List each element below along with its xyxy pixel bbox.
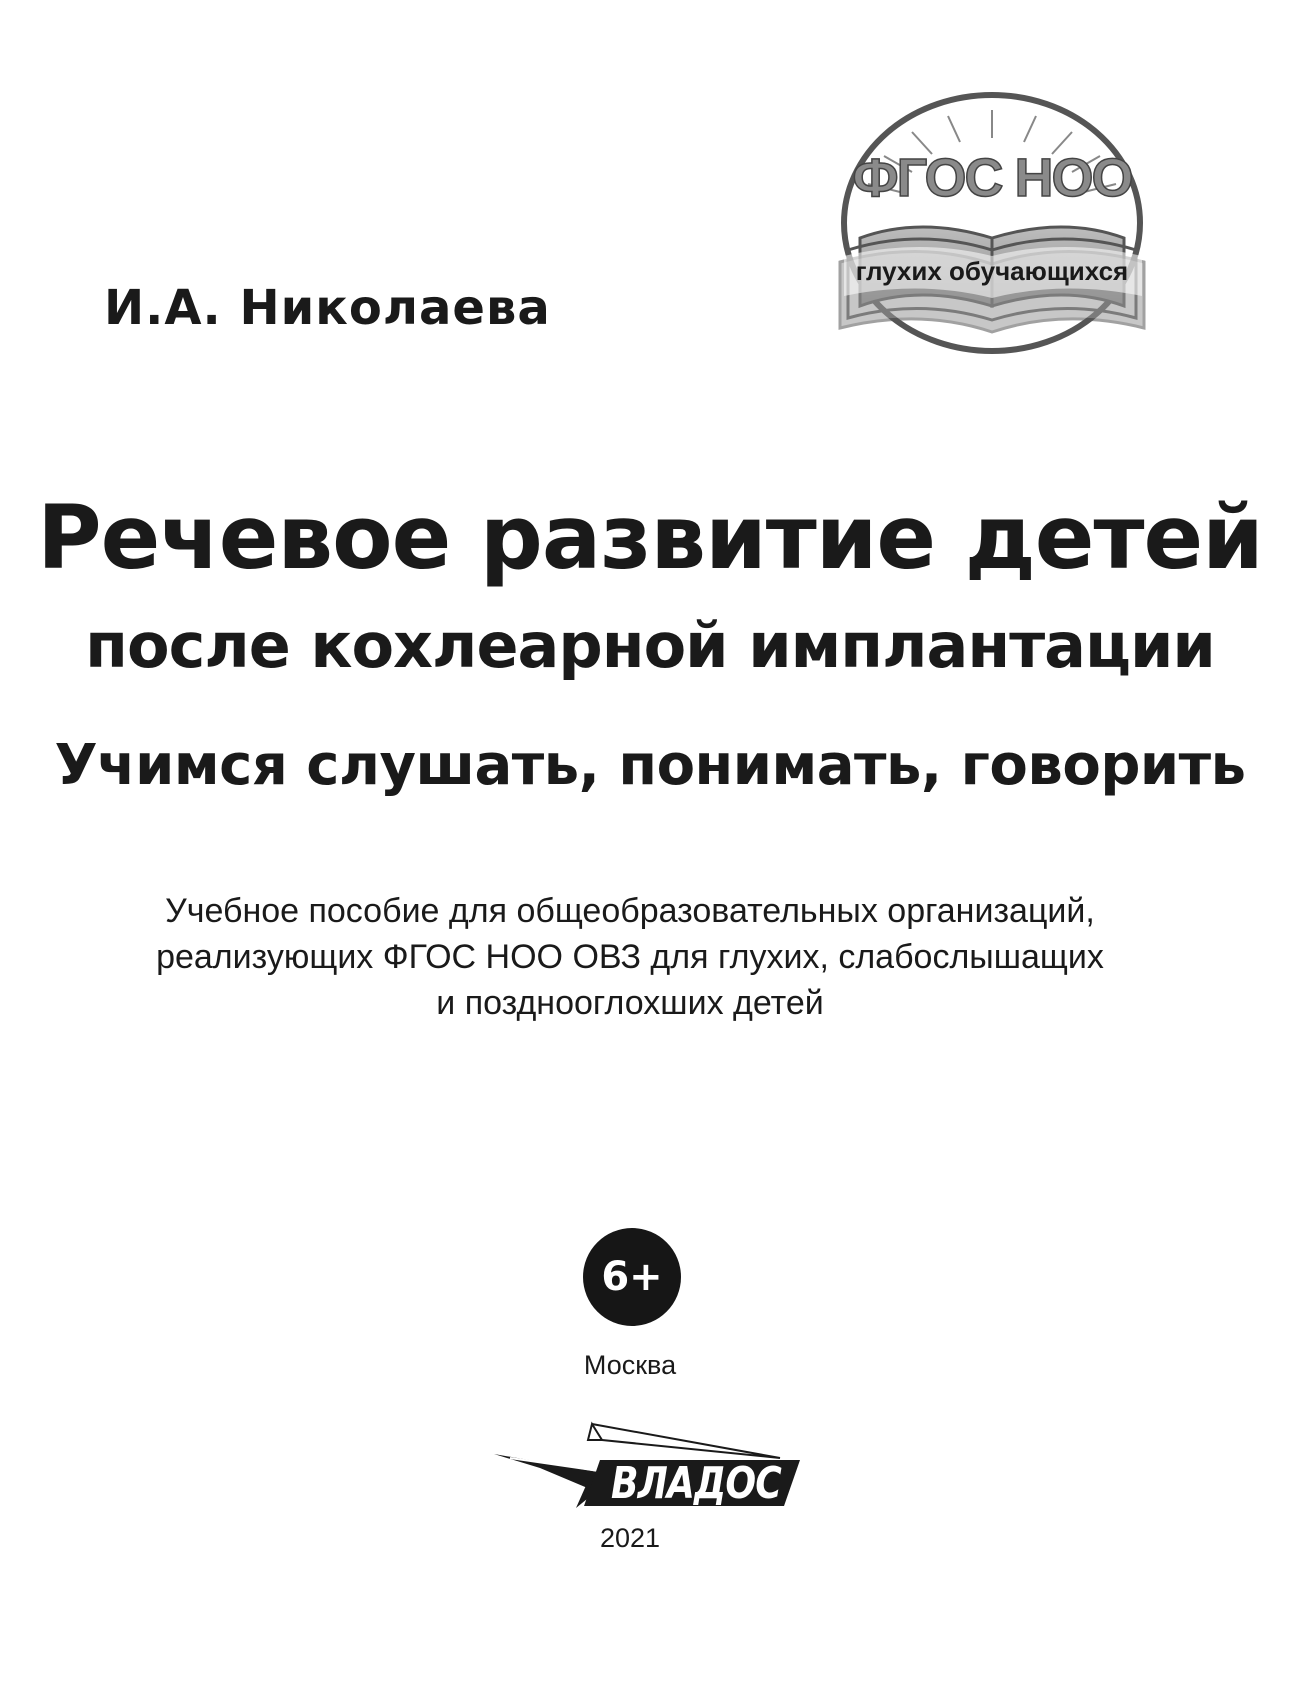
badge-title: ФГОС НОО bbox=[852, 148, 1132, 208]
description-line: реализующих ФГОС НОО ОВЗ для глухих, слабослышащих bbox=[156, 938, 1104, 976]
description-line: Учебное пособие для общеобразовательных организаций, bbox=[165, 892, 1095, 930]
publication-year: 2021 bbox=[599, 1523, 661, 1553]
badge-subtitle: глухих обучающихся bbox=[855, 256, 1129, 286]
age-rating-text: 6+ bbox=[601, 1254, 663, 1300]
publisher-logo bbox=[480, 1420, 810, 1520]
age-rating-badge bbox=[583, 1228, 681, 1326]
book-title-continued: после кохлеарной имплантации bbox=[85, 609, 1215, 682]
book-subtitle: Учимся слушать, понимать, говорить bbox=[54, 733, 1246, 798]
book-title: Речевое развитие детей bbox=[37, 486, 1263, 589]
book-description bbox=[0, 888, 1260, 1026]
publisher-name: ВЛАДОС bbox=[611, 1458, 782, 1509]
fgos-badge-logo bbox=[820, 88, 1165, 358]
publication-city: Москва bbox=[583, 1350, 677, 1380]
description-line: и позднооглохших детей bbox=[436, 984, 824, 1022]
author-name: И.А. Николаева bbox=[104, 280, 551, 336]
